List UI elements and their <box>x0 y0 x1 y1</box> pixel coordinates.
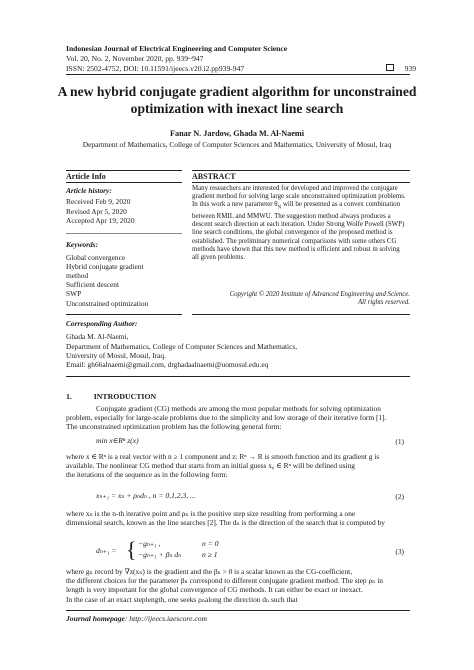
article-info-heading: Article Info <box>66 172 106 181</box>
info-divider <box>66 233 182 234</box>
affiliation: Department of Mathematics, College of Computer Sciences and Mathematics, University of Mosul, Iraq <box>82 140 392 149</box>
info-rule-top <box>66 170 182 171</box>
abstract-text: Many researchers are interested for developed and improved the conjugate gradient method for solving large scale unconstrained optimization problems. In this work a new parameter $\theta_N$ will be presented as a convex combination between RMIL and MMWU. The suggestion method always produces a descent search direction at each iteration. Under Strong Wolfe Powell (SWP) line search conditions, the global convergence of the proposed method is established. The preliminary numerical comparisons with some others CG methods have shown that this new method is efficient and robust in solving all given problems. <box>192 185 406 261</box>
abstract-heading: ABSTRACT <box>192 172 236 181</box>
abstract-rule-top <box>192 170 410 171</box>
keywords: Keywords: Global convergence Hybrid conjugate gradient method Sufficient descent SWP Unconstrained optimization <box>66 240 149 308</box>
author-rule <box>66 376 410 377</box>
abstract-rule-mid <box>192 182 410 183</box>
homepage-link[interactable]: : http://ijeecs.iaescore.com <box>124 614 208 623</box>
intro-paragraph-2: where x ∈ Rⁿ is a real vector with n ≥ 1 component and z: Rⁿ → R is smooth function and its gradient g is available. The nonlinear CG method that starts from an initial guess x₀ ∈ Rⁿ will be defined using the iterations of the sequence as in the following form: <box>66 452 380 480</box>
abstract-rule-bottom <box>192 314 410 315</box>
article-history: Article history: Received Feb 9, 2020 Revised Apr 5, 2020 Accepted Apr 19, 2020 <box>66 186 135 225</box>
issn-doi: ISSN: 2502-4752, DOI: 10.11591/ijeecs.v20.i2.pp939-947 <box>66 64 245 73</box>
page-number: 939 <box>404 64 416 73</box>
section-heading: 1. INTRODUCTION <box>66 392 157 401</box>
journal-name: Indonesian Journal of Electrical Engineering and Computer Science <box>66 44 288 53</box>
equation-2: xₙ₊₁ = xₙ + ρₙdₙ , n = 0,1,2,3, ... <box>96 491 196 500</box>
header-rule <box>66 74 410 75</box>
authors: Fanar N. Jardow, Ghada M. Al-Naemi <box>169 129 305 138</box>
paper-title: A new hybrid conjugate gradient algorithm for unconstrained optimization with inexact line search <box>57 84 417 116</box>
journal-homepage: Journal homepage: http://ijeecs.iaescore.com <box>66 614 208 623</box>
equation-2-number: (2) <box>395 492 404 501</box>
volume-info: Vol. 20, No. 2, November 2020, pp. 939~947 <box>66 54 204 63</box>
print-icon <box>386 64 394 71</box>
intro-paragraph-4: where gₙ record by ∇z(xₙ) is the gradient and the βₙ > 0 is a scalar known as the CG-coefficient, the different choices for the parameter βₙ correspond to different conjugate gradient method. The step ρₙ in length is very important for the global convergence of CG methods. It can either be exact or inexact. In the case of an exact steplength, one seeks ρₙalong the direction dₙ such that <box>66 567 383 604</box>
footer-rule <box>66 610 410 611</box>
intro-paragraph-3: where xₙ is the n-th iterative point and ρₙ is the positive step size resulting from performing a one dimensional search, known as the line searches [2]. The dₙ is the direction of the search that is computed by <box>66 509 385 528</box>
copyright: Copyright © 2020 Institute of Advanced Engineering and Science. All rights reserved. <box>229 291 410 307</box>
equation-1: min x∈Rⁿ z(x) <box>96 436 139 445</box>
intro-paragraph-1: Conjugate gradient (CG) methods are among the most popular methods for solving optimization problem, especially for large-scale problems due to the simplicity and low storage of their iterative form [1]. The unconstrained optimization problem has the following general form: <box>66 404 387 432</box>
info-rule-bottom <box>66 314 182 315</box>
equation-3-number: (3) <box>395 547 404 556</box>
corresponding-author: Corresponding Author: Ghada M. Al-Naemi, Department of Mathematics, College of Computer Sciences and Mathematics, University of Mosul, Mosul, Iraq. Email: gh66alnaemi@gmail.com, drghadaalnaemi@uomosul.edu.eq <box>66 319 298 370</box>
info-rule-mid <box>66 182 182 183</box>
equation-1-number: (1) <box>395 437 404 446</box>
